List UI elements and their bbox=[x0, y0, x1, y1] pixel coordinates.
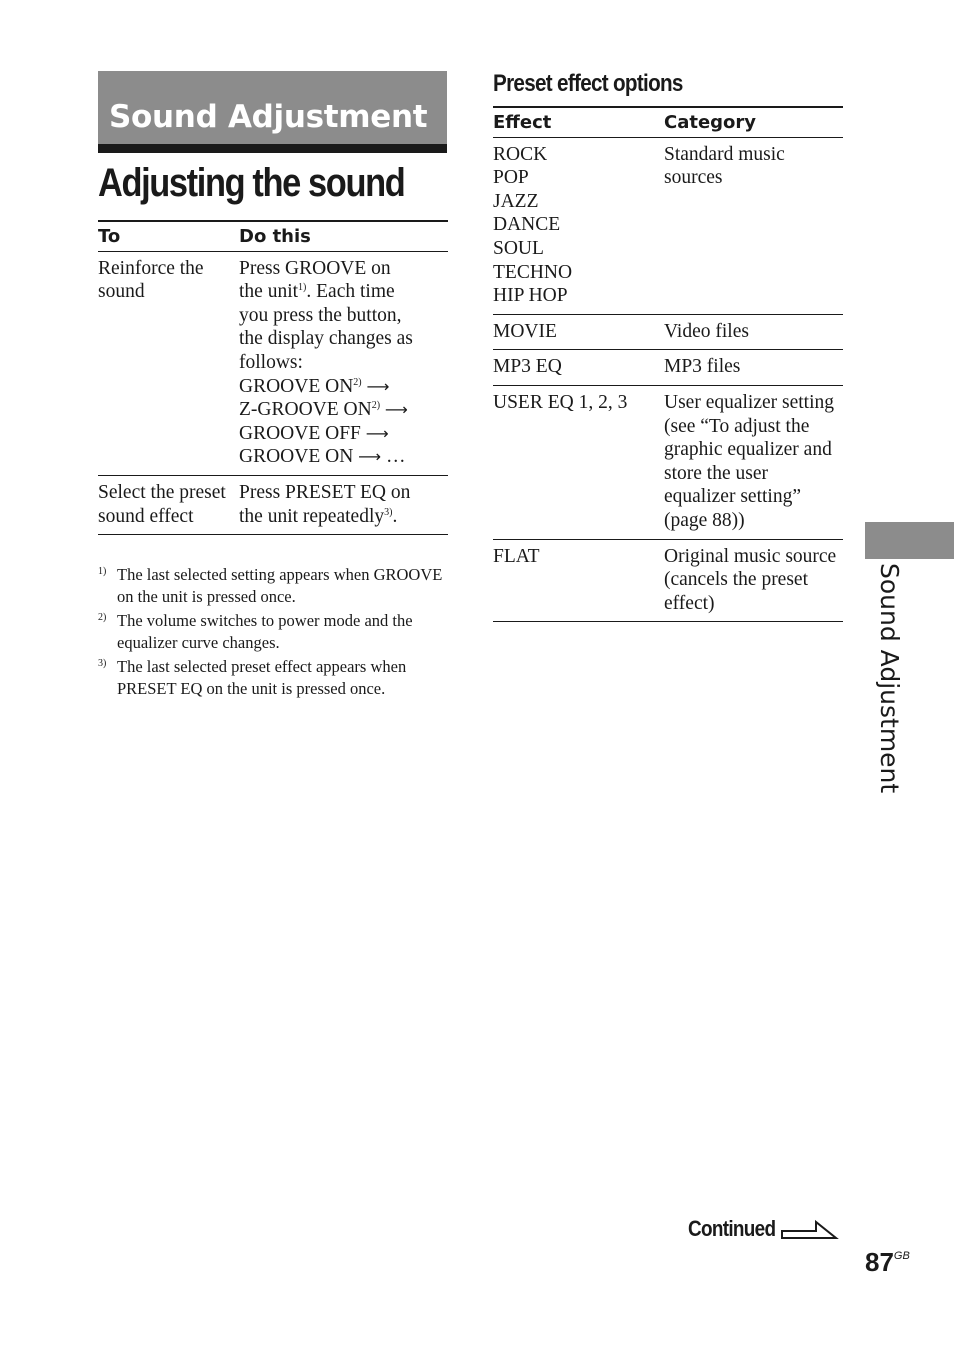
mode-name: GROOVE ON bbox=[239, 375, 354, 397]
effect-name: DANCE bbox=[493, 214, 561, 236]
footnote-mark: 2) bbox=[98, 612, 107, 623]
table-row bbox=[493, 539, 843, 622]
sequence-step bbox=[239, 375, 448, 399]
page-number bbox=[865, 1247, 910, 1278]
instruction-line: follows: bbox=[239, 351, 303, 373]
footnote-ref: 2) bbox=[371, 400, 381, 412]
cell-do-this bbox=[239, 475, 448, 534]
cell-to: Select the preset sound effect bbox=[98, 481, 226, 527]
mode-name: Z-GROOVE ON bbox=[239, 399, 372, 421]
footnote-ref: 1) bbox=[298, 282, 307, 294]
section-title: Sound Adjustment bbox=[109, 99, 428, 135]
table-row bbox=[98, 251, 448, 475]
footnote-text: The volume switches to power mode and the equalizer curve changes. bbox=[117, 611, 413, 652]
table-row bbox=[493, 314, 843, 350]
table-header-row bbox=[98, 221, 448, 251]
continued-label: Continued bbox=[688, 1216, 776, 1241]
instruction-line bbox=[239, 280, 448, 304]
page-title: Adjusting the sound bbox=[98, 161, 405, 205]
continued-arrow-icon bbox=[780, 1218, 840, 1240]
effect-name: HIP HOP bbox=[493, 285, 568, 307]
cell-category: User equalizer setting (see “To adjust the graphic equalizer and store the user equalizer setting” (page 88)) bbox=[664, 391, 835, 531]
continued-indicator bbox=[688, 1216, 840, 1242]
cell-effect: USER EQ 1, 2, 3 bbox=[493, 391, 628, 413]
ellipsis: … bbox=[385, 446, 406, 468]
footnote bbox=[98, 656, 450, 699]
effect-name: TECHNO bbox=[493, 261, 573, 283]
footnote-mark: 1) bbox=[98, 566, 107, 577]
footnote bbox=[98, 564, 450, 607]
instruction-line: Press GROOVE on bbox=[239, 257, 391, 279]
instruction-line: the display changes as bbox=[239, 328, 413, 350]
sequence-step bbox=[239, 445, 448, 469]
effects-table bbox=[493, 106, 843, 622]
effect-name: POP bbox=[493, 167, 529, 189]
cell-effect: MP3 EQ bbox=[493, 356, 562, 378]
chapter-tab-label: Sound Adjustment bbox=[875, 563, 904, 794]
sequence-step bbox=[239, 422, 448, 446]
cell-effect: MOVIE bbox=[493, 320, 557, 342]
instruction-line: you press the button, bbox=[239, 304, 402, 326]
cell-category: Standard music sources bbox=[664, 143, 785, 189]
chapter-tab bbox=[865, 522, 954, 559]
sequence-step bbox=[239, 398, 448, 422]
cell-category: Video files bbox=[664, 320, 749, 342]
column-header-category: Category bbox=[664, 112, 757, 133]
section-heading: Preset effect options bbox=[493, 70, 683, 97]
arrow-right-icon: ⟶ bbox=[366, 376, 390, 396]
table-row bbox=[493, 137, 843, 314]
instruction-line bbox=[239, 505, 448, 529]
column-header-to: To bbox=[98, 226, 121, 247]
instruction-text: the unit bbox=[239, 281, 299, 303]
table-row bbox=[493, 385, 843, 539]
footnote-text: The last selected setting appears when GROOVE on the unit is pressed once. bbox=[117, 565, 443, 606]
arrow-right-icon: ⟶ bbox=[384, 400, 408, 420]
column-header-do-this: Do this bbox=[239, 226, 311, 247]
table-row bbox=[493, 350, 843, 386]
footnote-ref: 3) bbox=[384, 506, 393, 518]
footnote bbox=[98, 610, 450, 653]
section-banner bbox=[98, 71, 447, 153]
instruction-text: the unit repeatedly bbox=[239, 505, 385, 527]
table-row bbox=[98, 475, 448, 534]
footnotes bbox=[98, 564, 450, 702]
arrow-right-icon: ⟶ bbox=[365, 423, 389, 443]
banner-divider bbox=[98, 144, 447, 153]
page-number-value: 87 bbox=[865, 1247, 894, 1277]
action-table bbox=[98, 220, 448, 535]
cell-effect bbox=[493, 137, 664, 314]
effect-name: SOUL bbox=[493, 237, 544, 259]
instruction-line: Press PRESET EQ on bbox=[239, 481, 411, 503]
arrow-right-icon: ⟶ bbox=[358, 447, 382, 467]
mode-name: GROOVE OFF bbox=[239, 422, 361, 444]
cell-category: MP3 files bbox=[664, 356, 741, 378]
effect-name: JAZZ bbox=[493, 190, 539, 212]
cell-to: Reinforce the sound bbox=[98, 257, 204, 303]
instruction-text: . bbox=[392, 505, 398, 527]
effect-name: ROCK bbox=[493, 143, 548, 165]
footnote-mark: 3) bbox=[98, 658, 107, 669]
region-code: GB bbox=[893, 1250, 910, 1262]
cell-category: Original music source (cancels the preset effect) bbox=[664, 545, 837, 614]
cell-effect: FLAT bbox=[493, 545, 540, 567]
column-header-effect: Effect bbox=[493, 112, 552, 133]
mode-name: GROOVE ON bbox=[239, 446, 354, 468]
cell-do-this bbox=[239, 251, 448, 475]
table-header-row bbox=[493, 107, 843, 137]
footnote-text: The last selected preset effect appears when PRESET EQ on the unit is pressed once. bbox=[117, 657, 407, 698]
instruction-text: . Each time bbox=[306, 281, 395, 303]
footnote-ref: 2) bbox=[353, 376, 362, 388]
